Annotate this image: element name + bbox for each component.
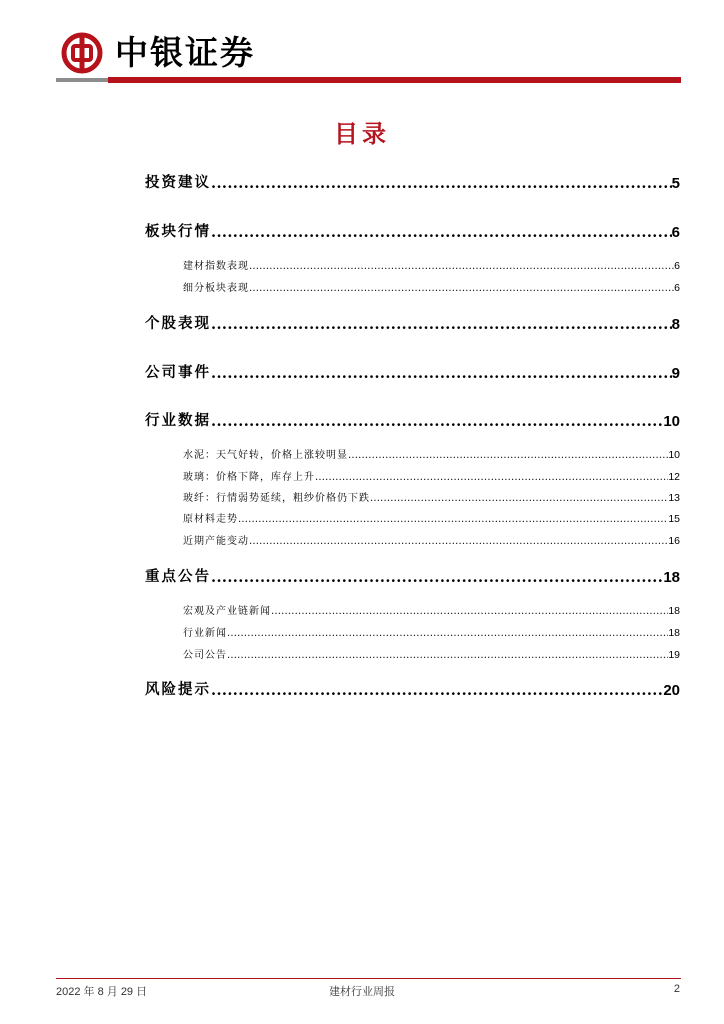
- dot-leader: [271, 606, 668, 617]
- toc-entry-page: 18: [668, 605, 680, 617]
- bank-of-china-logo-icon: [61, 32, 103, 74]
- toc-entry-label: 原材料走势: [183, 514, 238, 525]
- toc-subentry[interactable]: [183, 446, 680, 461]
- toc-entry-label: 投资建议: [145, 174, 211, 191]
- toc-entry-page: 19: [668, 649, 680, 661]
- toc-subentry[interactable]: [183, 532, 680, 547]
- toc-entry-page: 15: [668, 513, 680, 525]
- dot-leader: [227, 650, 668, 661]
- toc-entry[interactable]: [145, 410, 680, 430]
- toc-title: 目录: [334, 119, 390, 148]
- toc-entry-page: 10: [668, 449, 680, 461]
- footer-rule: [56, 978, 681, 979]
- toc-entry-page: 8: [671, 316, 680, 333]
- dot-leader: [211, 316, 672, 333]
- toc-entry-label: 玻璃：价格下降，库存上升: [183, 472, 315, 483]
- dot-leader: [227, 628, 668, 639]
- dot-leader: [348, 450, 668, 461]
- brand-name: 中银证券: [115, 33, 255, 72]
- toc-entry-page: 12: [668, 471, 680, 483]
- toc-entry-label: 玻纤：行情弱势延续，粗纱价格仍下跌: [183, 493, 370, 504]
- toc-entry-label: 个股表现: [145, 315, 211, 332]
- toc-entry-page: 18: [663, 569, 680, 586]
- toc-entry-label: 重点公告: [145, 568, 211, 585]
- dot-leader: [249, 536, 668, 547]
- toc-subentry[interactable]: [183, 468, 680, 483]
- toc-entry[interactable]: [145, 362, 680, 382]
- toc-subentry[interactable]: [183, 646, 680, 661]
- dot-leader: [211, 224, 672, 241]
- dot-leader: [370, 493, 668, 504]
- toc-entry-page: 5: [671, 175, 680, 192]
- toc-entry-label: 细分板块表现: [183, 283, 249, 294]
- toc-entry[interactable]: [145, 566, 680, 586]
- dot-leader: [211, 365, 672, 382]
- dot-leader: [238, 514, 668, 525]
- toc-entry[interactable]: [145, 313, 680, 333]
- dot-leader: [249, 261, 674, 272]
- dot-leader: [315, 472, 668, 483]
- toc-entry-page: 13: [668, 492, 680, 504]
- toc-entry-label: 建材指数表现: [183, 261, 249, 272]
- toc-entry-label: 行业数据: [145, 412, 211, 429]
- toc-entry-page: 6: [674, 282, 680, 294]
- toc-subentry[interactable]: [183, 510, 680, 525]
- toc-entry-label: 宏观及产业链新闻: [183, 606, 271, 617]
- toc-subentry[interactable]: [183, 602, 680, 617]
- toc-entry-page: 20: [663, 682, 680, 699]
- toc-entry-label: 行业新闻: [183, 628, 227, 639]
- dot-leader: [211, 175, 672, 192]
- toc-entry-label: 公司事件: [145, 364, 211, 381]
- header-rule-red: [108, 77, 681, 83]
- toc-subentry[interactable]: [183, 489, 680, 504]
- toc-entry-page: 16: [668, 535, 680, 547]
- toc-subentry[interactable]: [183, 624, 680, 639]
- toc-entry-label: 公司公告: [183, 650, 227, 661]
- toc-entry[interactable]: [145, 172, 680, 192]
- toc-entry-page: 6: [674, 260, 680, 272]
- toc-entry[interactable]: [145, 221, 680, 241]
- toc-entry-label: 近期产能变动: [183, 536, 249, 547]
- toc-entry-label: 板块行情: [145, 223, 211, 240]
- toc-entry-label: 水泥：天气好转，价格上涨较明显: [183, 450, 348, 461]
- footer-report-type: 建材行业周报: [329, 985, 395, 998]
- dot-leader: [211, 413, 663, 430]
- footer-date: 2022 年 8 月 29 日: [56, 986, 148, 998]
- toc-entry-page: 18: [668, 627, 680, 639]
- company-logo: [61, 33, 255, 73]
- footer-page-number: 2: [673, 983, 680, 995]
- header-rule-gray: [56, 78, 108, 82]
- toc-subentry[interactable]: [183, 257, 680, 272]
- toc-entry-label: 风险提示: [145, 681, 211, 698]
- toc-entry[interactable]: [145, 679, 680, 699]
- dot-leader: [211, 569, 663, 586]
- toc-entry-page: 6: [671, 224, 680, 241]
- toc-entry-page: 9: [671, 365, 680, 382]
- dot-leader: [249, 283, 674, 294]
- dot-leader: [211, 682, 663, 699]
- toc-subentry[interactable]: [183, 279, 680, 294]
- toc-entry-page: 10: [663, 413, 680, 430]
